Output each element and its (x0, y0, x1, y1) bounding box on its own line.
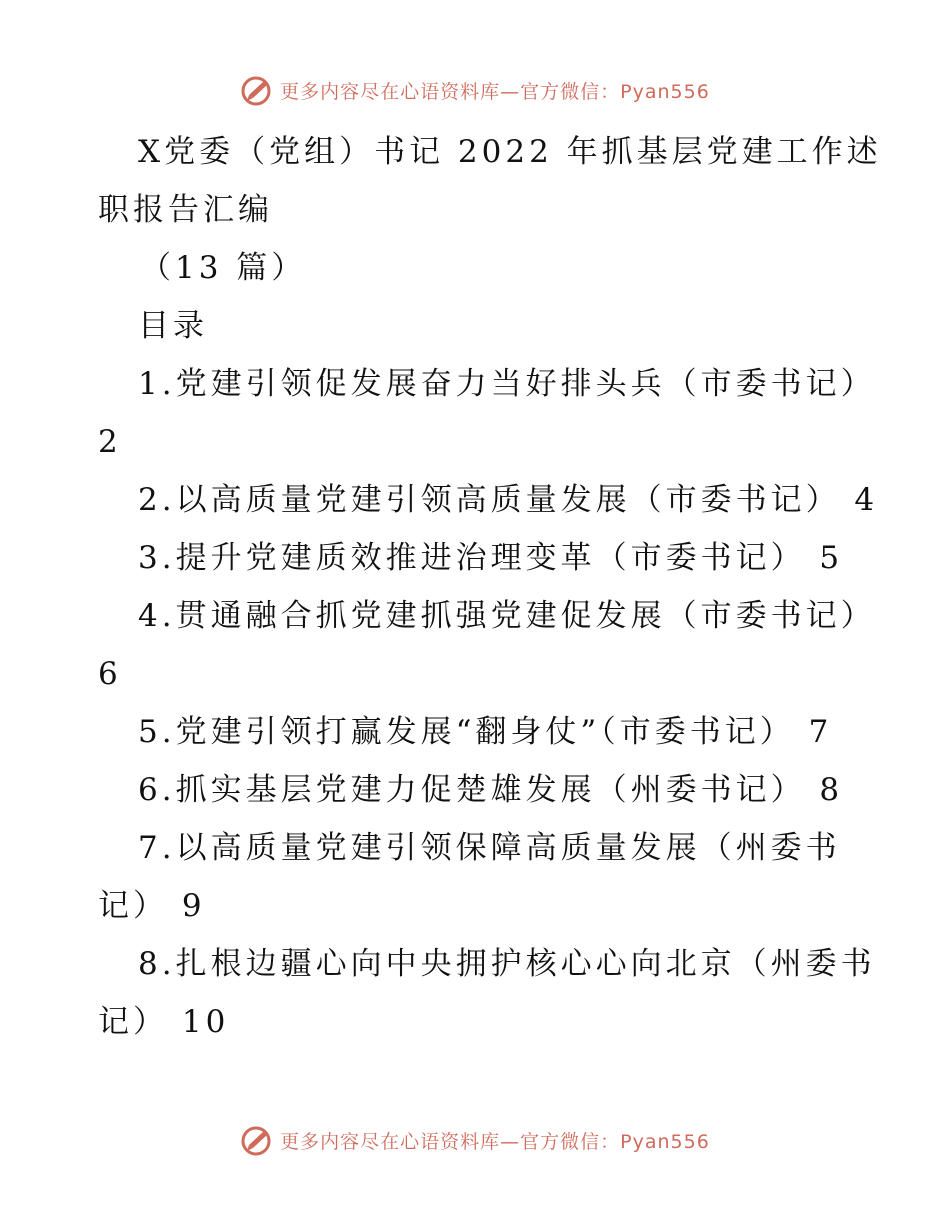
footer-watermark (0, 1120, 950, 1160)
toc-item-4-page: 6 (98, 656, 122, 692)
document-title-line-1: X党委（党组）书记 2022 年抓基层党建工作述 (138, 134, 882, 170)
toc-item-1-page: 2 (98, 424, 122, 460)
toc-item-4: 4.贯通融合抓党建抓强党建促发展（市委书记） (138, 598, 876, 634)
toc-item-3: 3.提升党建质效推进治理变革（市委书记） 5 (138, 540, 844, 576)
toc-item-5: 5.党建引领打赢发展“翻身仗”（市委书记） 7 (138, 714, 833, 750)
document-title-line-2: 职报告汇编 (98, 192, 273, 228)
toc-item-6: 6.抓实基层党建力促楚雄发展（州委书记） 8 (138, 772, 844, 808)
toc-heading: 目录 (138, 308, 208, 344)
toc-item-8: 8.扎根边疆心向中央拥护核心心向北京（州委书 (138, 946, 876, 982)
writing-hand-logo-icon (240, 73, 274, 107)
document-count: （13 篇） (140, 250, 307, 286)
toc-item-7-continued: 记） 9 (98, 888, 206, 924)
writing-hand-logo-icon (240, 1123, 274, 1157)
document-body (98, 123, 882, 1051)
header-watermark (0, 70, 950, 110)
toc-item-7: 7.以高质量党建引领保障高质量发展（州委书 (138, 830, 841, 866)
toc-item-1: 1.党建引领促发展奋力当好排头兵（市委书记） (138, 366, 876, 402)
toc-item-2: 2.以高质量党建引领高质量发展（市委书记） 4 (138, 482, 879, 518)
toc-item-8-continued: 记） 10 (98, 1004, 230, 1040)
watermark-text: 更多内容尽在心语资料库—官方微信：Pyan556 (280, 80, 710, 103)
watermark-text: 更多内容尽在心语资料库—官方微信：Pyan556 (280, 1130, 710, 1153)
